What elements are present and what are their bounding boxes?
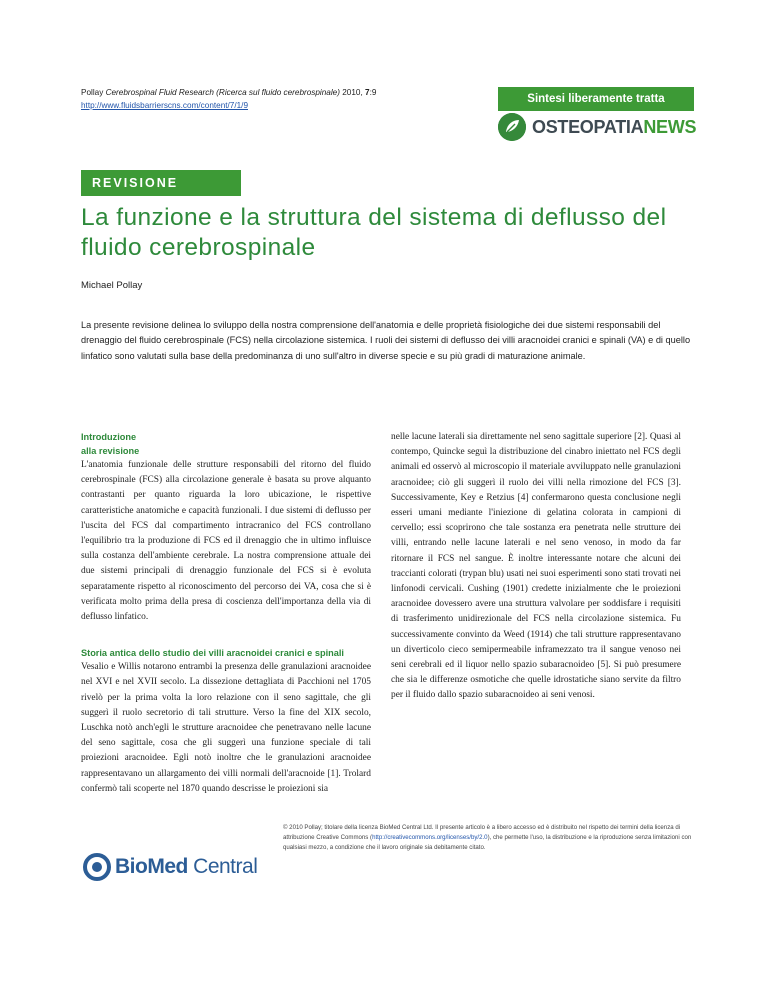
history-paragraph-continued: nelle lacune laterali sia direttamente nel seno sagittale superiore [2]. Quasi al contempo, Quincke seguì la distribuzione del cinabro iniettato nel FCS degli animali ed osservò al microscopio il materiale avviluppato nelle granulazioni aracnoidee; ciò gli suggerì il ruolo dei villi nella rimozione del FCS [3]. Successivamente, Key e Retzius [4] confermarono questa conclusione negli esseri umani mediante l'iniezione di gelatina colorata in campioni di cervello; essi scoprirono che tale sostanza era penetrata nelle strutture dei villi, entrando nelle lacune laterali e nel seno venoso, in modo da far ritornare il FCS nel sangue. È inoltre interessante notare che alcuni dei traccianti colorati (trypan blu) usati nei suoi esperimenti sono stati trovati nei linfonodi cervicali. Cushing (1901) credette inizialmente che le proiezioni aracnoidee dovessero avere una struttura valvolare per soddisfare i requisiti di trasferimento unidirezionale del FCS nella circolazione sistemica. Fu successivamente convinto da Weed (1914) che tali strutture rappresentavano un diverticolo cieco semipermeabile inframezzato tra il sangue venoso nei seni cerebrali ed il liquor nello spazio subaracnoideo [5]. Si può presumere che sia le differenze osmotiche che quelle idrostatiche siano servite da filtro per il fluido dallo spazio subaracnoideo ai seni venosi. <box>391 432 681 701</box>
article-type-tag: REVISIONE <box>81 170 241 196</box>
biomed-central-logo: BioMed Central <box>82 852 282 882</box>
logo-wordmark: OSTEOPATIANEWS <box>532 116 697 137</box>
article-author: Michael Pollay <box>81 280 143 291</box>
citation-header <box>81 87 481 112</box>
biomed-swirl-icon <box>82 852 112 882</box>
article-abstract: La presente revisione delinea lo sviluppo della nostra comprensione dell'anatomia e delle proprietà fisiologiche dei due sistemi responsabili del drenaggio del fluido cerebrospinale (FCS) nella circolazione sistemica. I ruoli dei sistemi di deflusso dei villi aracnoidei cranici e spinali (VA) e di quello linfatico sono valutati sulla base della predominanza di uno sull'altro in diverse specie e su più gradi di maturazione animale. <box>81 320 691 361</box>
history-paragraph: Vesalio e Willis notarono entrambi la presenza delle granulazioni aracnoidee nel XVI e nel XVII secolo. La dissezione dettagliata di Pacchioni nel 1705 rivelò per la prima volta la loro relazione con il seno sagittale, che gli suggerì il ruolo secretorio di tali strutture. Verso la fine del XIX secolo, Luschka notò anch'egli le strutture aracnoidee che penetravano nelle lacune del seno sagittale, cosa che gli suggerì una funzione speciale di tali proiezioni aracnoidee. Egli notò inoltre che le granulazioni aracnoidee rappresentavano un allargamento dei villi normali dell'aracnoide [1]. Trolard confermò tali scoperte nel 1870 quando descrisse le proiezioni sia <box>81 662 371 794</box>
citation-volume: 7 <box>365 88 370 97</box>
license-notice: © 2010 Pollay; titolare della licenza BioMed Central Ltd. Il presente articolo è a libero accesso ed è distribuito nel rispetto dei termini della licenza di attribuzione Creative Commons (http://creativecommons.org/licenses/by/2.0), che permette l'uso, la distribuzione e la riproduzione senza limitazioni con qualsiasi mezzo, a condizione che il lavoro originale sia debitamente citato. <box>283 824 692 852</box>
license-link[interactable]: http://creativecommons.org/licenses/by/2.0 <box>372 834 488 842</box>
summary-badge: Sintesi liberamente tratta <box>498 87 694 111</box>
body-column-right <box>391 430 681 704</box>
logo-leaf-icon <box>498 113 526 141</box>
citation-year: 2010, <box>342 88 363 97</box>
citation-author: Pollay <box>81 88 104 97</box>
article-title: La funzione e la struttura del sistema di deflusso del fluido cerebrospinale <box>81 204 667 261</box>
history-heading: Storia antica dello studio dei villi aracnoidei cranici e spinali <box>81 648 344 659</box>
article-url-link[interactable]: http://www.fluidsbarrierscns.com/content/7/1/9 <box>81 100 249 110</box>
intro-paragraph: L'anatomia funzionale delle strutture responsabili del ritorno del fluido cerebrospinale (FCS) alla circolazione generale è basata su prove alquanto contrastanti per quanto riguarda la loro ubicazione, le rispettive caratteristiche anatomiche e capacità funzionali. I due sistemi di deflusso per l'uscita del FCS dal compartimento intracranico del FCS controllano l'equilibrio tra la produzione di FCS ed il drenaggio che in ultimo influisce sulla costanza dell'ambiente cerebrale. La nostra comprensione attuale dei due sistemi principali di drenaggio funzionale del FCS si è evoluta separatamente rispetto al riconoscimento del percorso dei VA, cosa che si è verificata molto prima della presa di coscienza dell'importanza della via di deflusso linfatico. <box>81 460 371 623</box>
citation-issue: :9 <box>369 88 377 97</box>
osteopatianews-logo <box>498 110 697 144</box>
body-column-left <box>81 430 371 797</box>
intro-heading: Introduzione alla revisione <box>81 432 140 456</box>
journal-name: Cerebrospinal Fluid Research (Ricerca sul fluido cerebrospinale) <box>105 88 340 97</box>
